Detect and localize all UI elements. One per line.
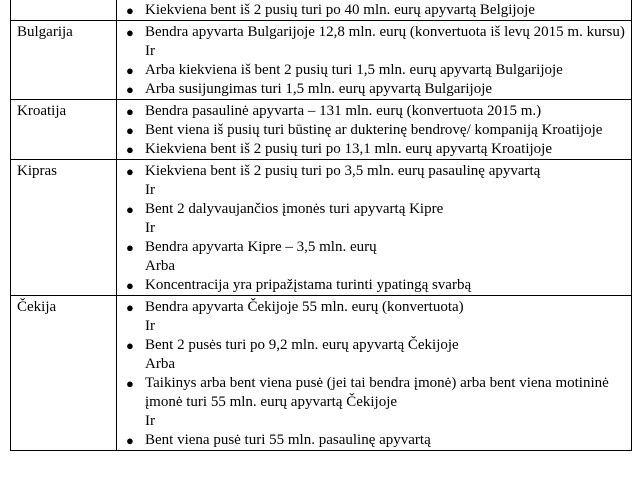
list-item-text: Bendra apyvarta Čekijoje 55 mln. eurų (konvertuota): [145, 299, 464, 315]
list-item-text: Bendra apyvarta Kipre – 3,5 mln. eurų: [145, 239, 377, 255]
table-row: [11, 0, 632, 21]
bullet-icon: ●: [126, 278, 134, 293]
country-cell: Kroatija: [11, 100, 117, 160]
bullet-icon: ●: [126, 433, 134, 448]
table-row: [11, 100, 632, 160]
list-item-text: Bent 2 dalyvaujančios įmonės turi apyvartą Kipre: [145, 201, 444, 217]
criteria-list: [122, 23, 627, 99]
bullet-icon: ●: [126, 104, 134, 119]
table-body: [11, 0, 632, 451]
list-item: [122, 80, 627, 99]
list-item: [122, 276, 627, 295]
criteria-cell: [117, 160, 632, 296]
list-item: [122, 298, 627, 317]
criteria-cell: [117, 100, 632, 160]
bullet-icon: ●: [126, 63, 134, 78]
conjunction-text: Ir: [145, 413, 155, 429]
conjunction-text: Ir: [145, 182, 155, 198]
conjunction-text: Ir: [145, 43, 155, 59]
country-cell: Bulgarija: [11, 21, 117, 100]
country-cell: Kipras: [11, 160, 117, 296]
list-item: [122, 140, 627, 159]
conjunction-text: Ir: [145, 318, 155, 334]
list-item-text: Koncentracija yra pripažįstama turinti ypatingą svarbą: [145, 277, 472, 293]
bullet-icon: ●: [126, 25, 134, 40]
bullet-icon: ●: [126, 3, 134, 18]
bullet-icon: ●: [126, 123, 134, 138]
bullet-icon: ●: [126, 376, 134, 391]
list-item-text: Kiekviena bent iš 2 pusių turi po 3,5 mln. eurų pasaulinę apyvartą: [145, 163, 541, 179]
list-item: [122, 336, 627, 355]
bullet-icon: ●: [126, 164, 134, 179]
bullet-icon: ●: [126, 82, 134, 97]
table-row: [11, 21, 632, 100]
document-table: [10, 0, 632, 451]
list-item-text: Arba susijungimas turi 1,5 mln. eurų apyvartą Bulgarijoje: [145, 81, 493, 97]
list-item-text: Bent 2 pusės turi po 9,2 mln. eurų apyvartą Čekijoje: [145, 337, 459, 353]
list-item-text: Bent viena iš pusių turi būstinę ar dukterinę bendrovę/ kompaniją Kroatijoje: [145, 122, 603, 138]
bullet-icon: ●: [126, 338, 134, 353]
criteria-list: [122, 298, 627, 450]
conjunction-text: Arba: [145, 356, 175, 372]
table-row: [11, 296, 632, 451]
criteria-list: [122, 102, 627, 159]
list-item: [122, 1, 627, 20]
list-item-text: Kiekviena bent iš 2 pusių turi po 13,1 mln. eurų apyvartą Kroatijoje: [145, 141, 552, 157]
conjunction-text: Ir: [145, 220, 155, 236]
list-item: [122, 23, 627, 42]
list-item: [122, 162, 627, 181]
list-item-text: Taikinys arba bent viena pusė (jei tai bendra įmonė) arba bent viena motininė įmonė turi 55 mln. eurų apyvartą Čekijoje: [145, 375, 609, 410]
country-cell: Čekija: [11, 296, 117, 451]
criteria-cell: [117, 21, 632, 100]
conjunction-text: Arba: [145, 258, 175, 274]
list-item: [122, 121, 627, 140]
criteria-cell: [117, 0, 632, 21]
country-cell: [11, 0, 117, 21]
criteria-list: [122, 162, 627, 295]
bullet-icon: ●: [126, 202, 134, 217]
list-item: [122, 102, 627, 121]
list-item-text: Bendra apyvarta Bulgarijoje 12,8 mln. eurų (konvertuota iš levų 2015 m. kursu): [145, 24, 625, 40]
bullet-icon: ●: [126, 240, 134, 255]
criteria-cell: [117, 296, 632, 451]
bullet-icon: ●: [126, 300, 134, 315]
list-item: [122, 61, 627, 80]
table-row: [11, 160, 632, 296]
list-item-text: Bendra pasaulinė apyvarta – 131 mln. eurų (konvertuota 2015 m.): [145, 103, 542, 119]
list-item: [122, 200, 627, 219]
list-item-text: Kiekviena bent iš 2 pusių turi po 40 mln. eurų apyvartą Belgijoje: [145, 2, 535, 18]
criteria-list: [122, 1, 627, 20]
bullet-icon: ●: [126, 142, 134, 157]
list-item-text: Bent viena pusė turi 55 mln. pasaulinę apyvartą: [145, 432, 431, 448]
list-item: [122, 431, 627, 450]
list-item-text: Arba kiekviena iš bent 2 pusių turi 1,5 mln. eurų apyvartą Bulgarijoje: [145, 62, 563, 78]
list-item: [122, 374, 627, 412]
list-item: [122, 238, 627, 257]
